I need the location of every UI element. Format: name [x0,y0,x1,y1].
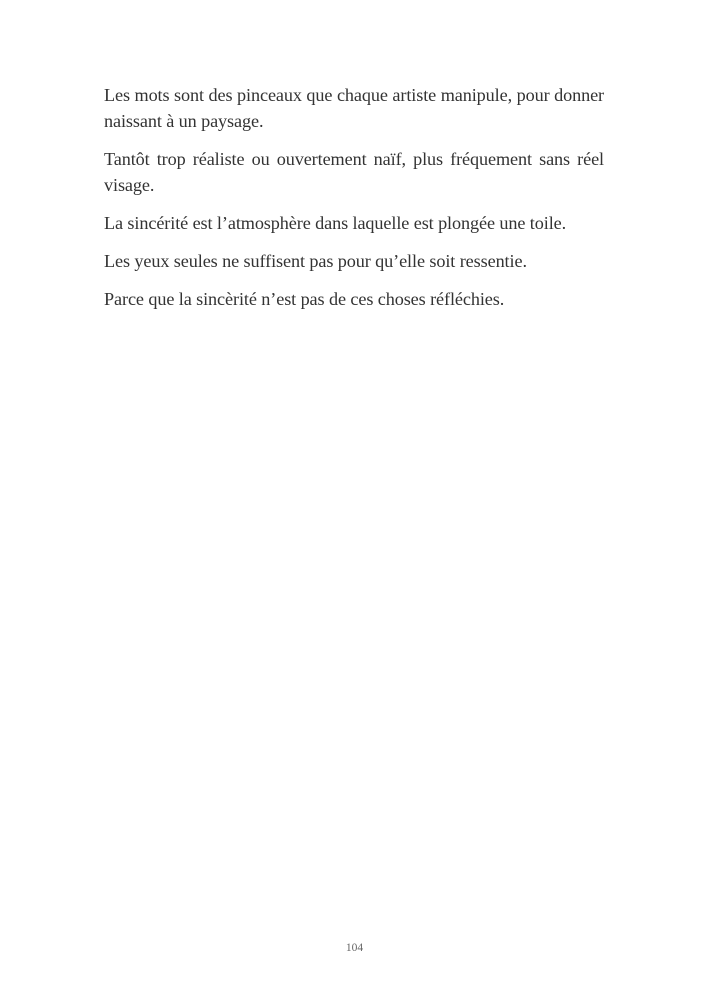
paragraph-3: La sincérité est l’atmosphère dans laquelle est plongée une toile. [104,213,567,233]
paragraph-5: Parce que la sincèrité n’est pas de ces choses réfléchies. [104,289,505,309]
paragraph-1: Les mots sont des pinceaux que chaque artiste manipule, pour donner naissant à un paysage. [104,85,604,131]
page-number: 104 [345,942,364,954]
paragraph-4: Les yeux seules ne suffisent pas pour qu’elle soit ressentie. [104,251,527,271]
paragraph-2: Tantôt trop réaliste ou ouvertement naïf, plus fréquement sans réel visage. [104,149,604,195]
text-block [104,82,604,324]
